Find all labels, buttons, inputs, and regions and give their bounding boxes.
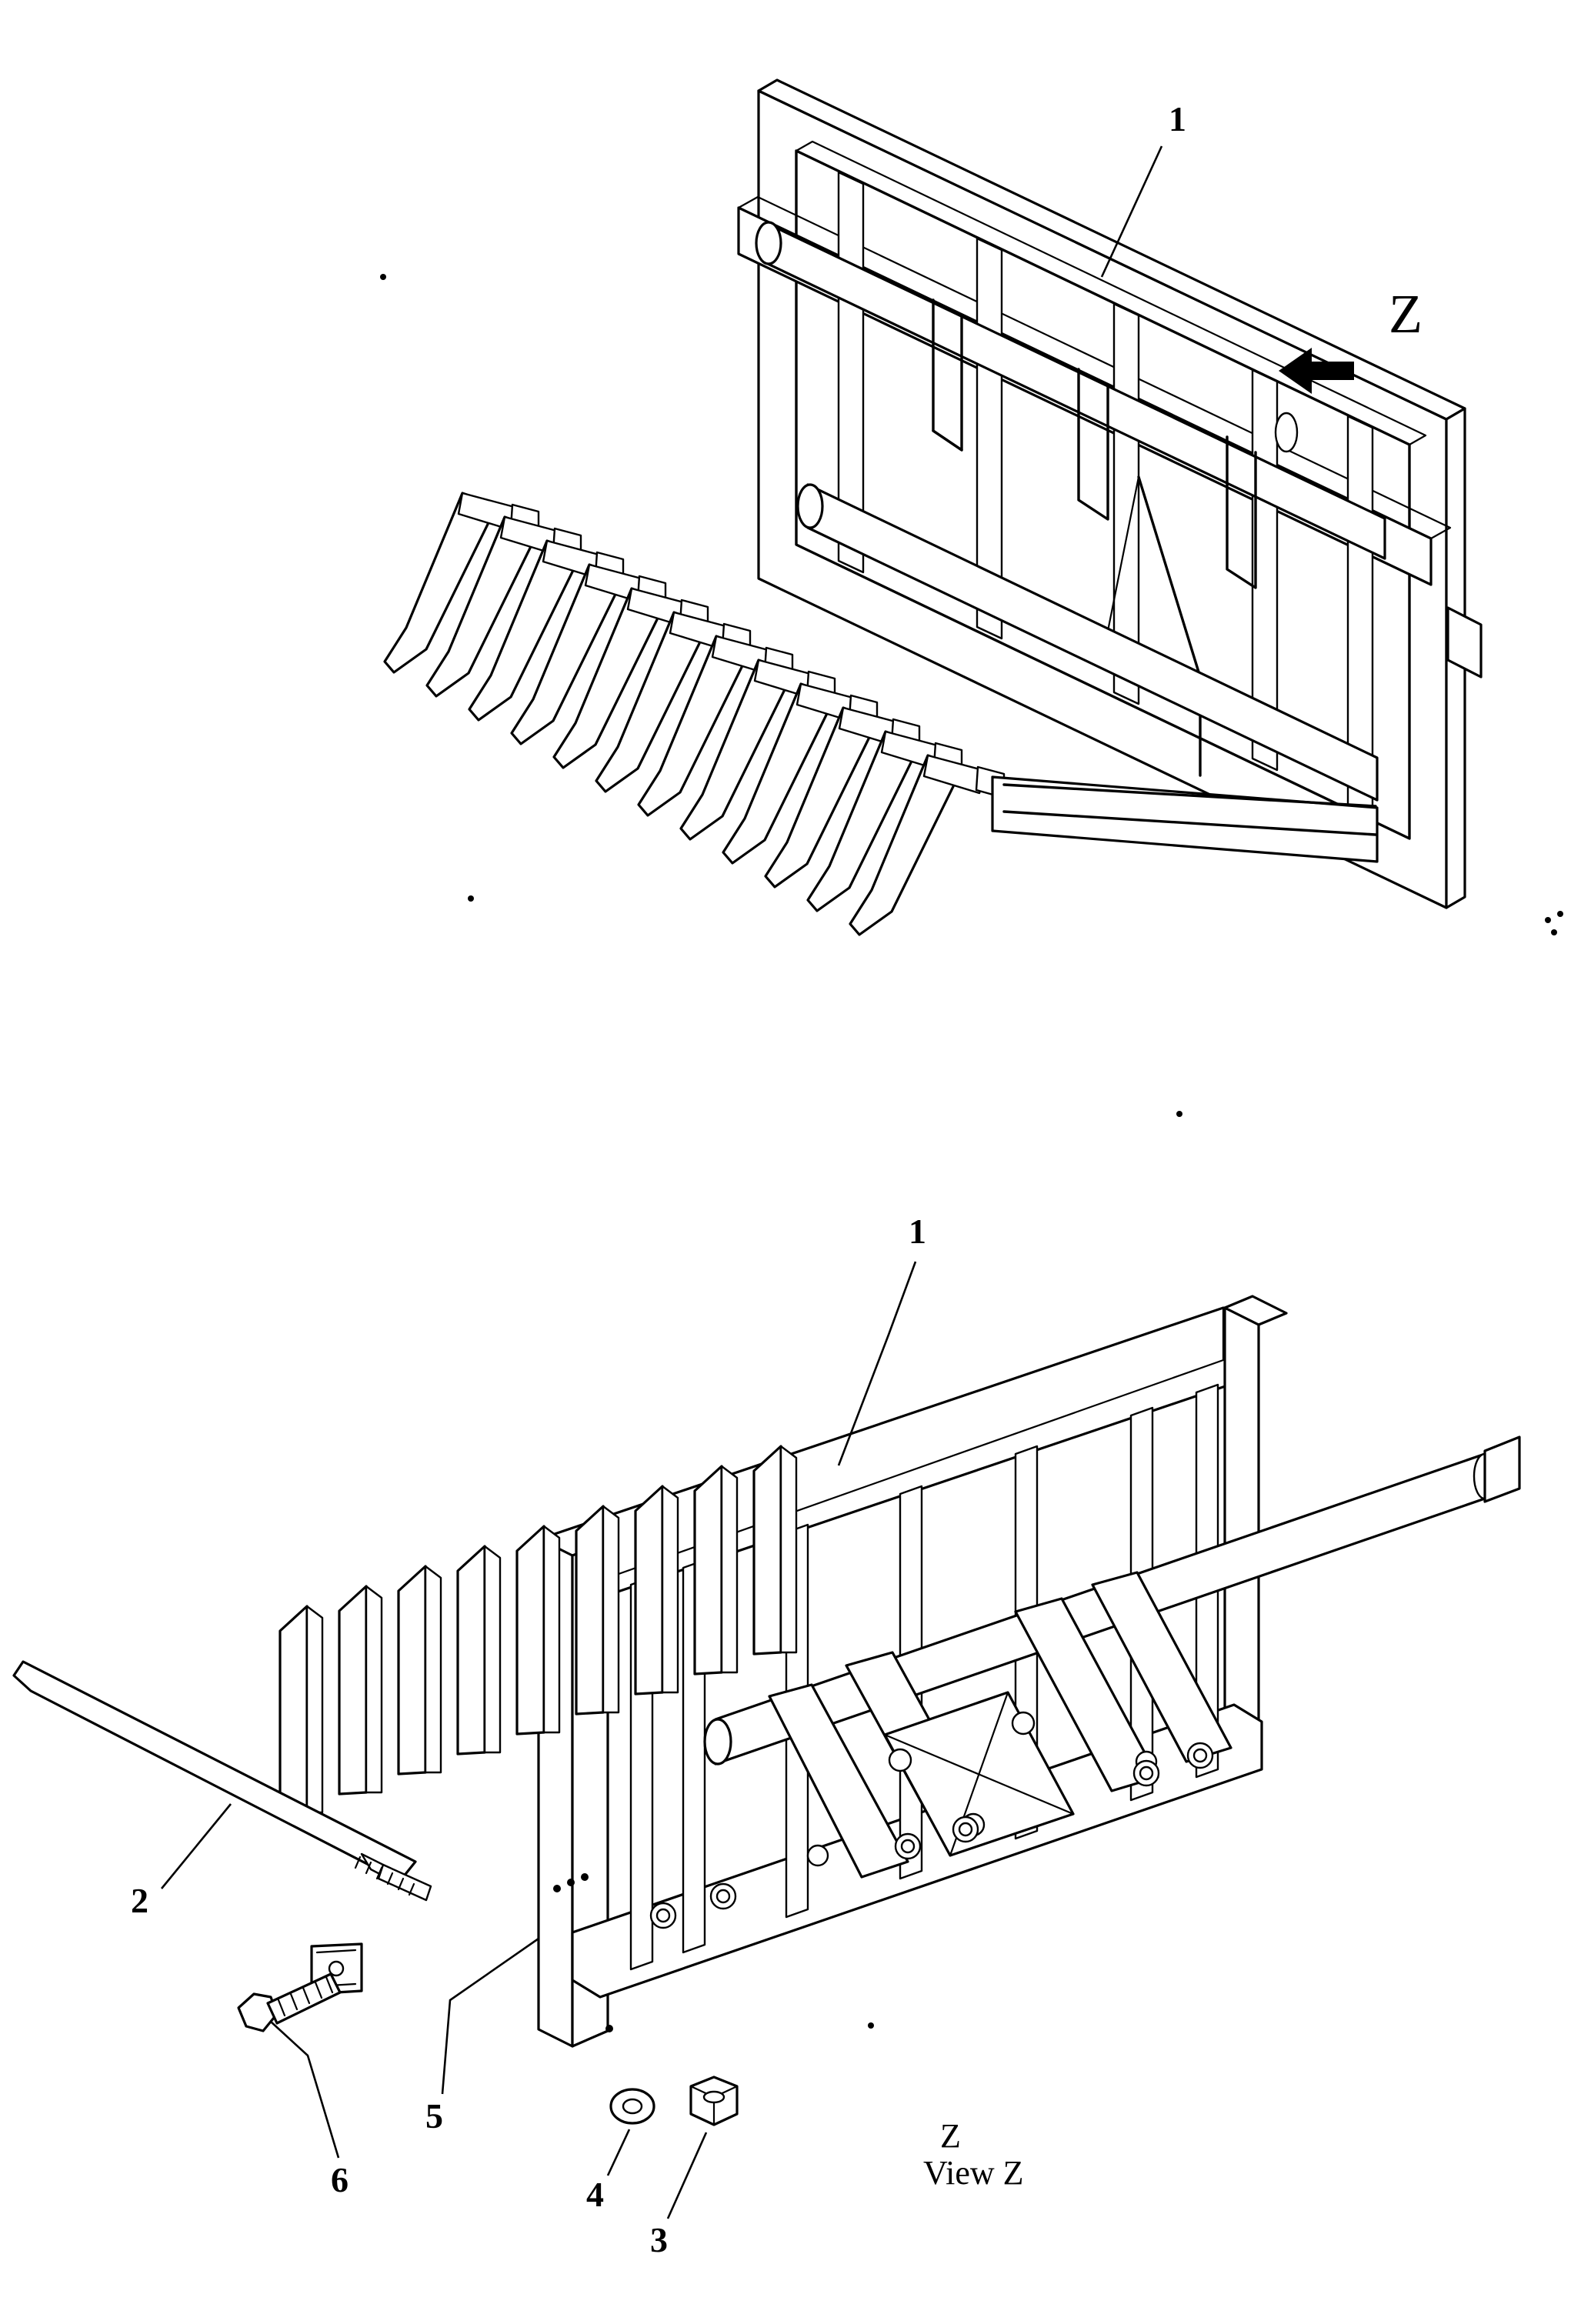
view-z-label-line2: View Z (923, 2154, 1024, 2192)
upper-assembly (385, 80, 1481, 935)
callout-1-lower: 1 (909, 1212, 926, 1251)
callout-1-upper: 1 (1169, 99, 1186, 138)
upper-pivot-hole (1276, 413, 1297, 452)
callout-2-lower: 2 (131, 1881, 148, 1920)
lower-tine (517, 1526, 559, 1734)
lower-tine (635, 1486, 678, 1694)
lower-tine (280, 1606, 322, 1814)
lower-tine (576, 1506, 619, 1714)
lower-callout-4-leader (608, 2129, 629, 2176)
callout-4-lower: 4 (586, 2175, 604, 2214)
lower-linkage-brackets (769, 1572, 1231, 1877)
callout-5-lower: 5 (425, 2096, 443, 2136)
callout-3-lower: 3 (650, 2220, 668, 2259)
lower-callout-6-leader (271, 2022, 339, 2158)
nut-part3 (691, 2077, 737, 2125)
view-z-label-line1: Z (940, 2117, 961, 2155)
washer-part4 (611, 2089, 654, 2123)
lower-exploded-assembly (14, 1262, 1519, 2219)
lower-right-endcap (1485, 1437, 1519, 1502)
lower-tine (754, 1446, 796, 1654)
callout-6-lower: 6 (331, 2160, 349, 2199)
lower-tine (339, 1586, 382, 1794)
lower-callout-3-leader (668, 2132, 706, 2219)
bolt-part6 (238, 1974, 340, 2031)
lower-callout-5-leader (442, 1939, 539, 2094)
view-arrow-label-z: Z (1389, 283, 1423, 345)
lower-tine (695, 1466, 737, 1674)
lower-callout-2-leader (162, 1804, 231, 1889)
lower-tine (399, 1566, 441, 1774)
lower-tine (458, 1546, 500, 1754)
